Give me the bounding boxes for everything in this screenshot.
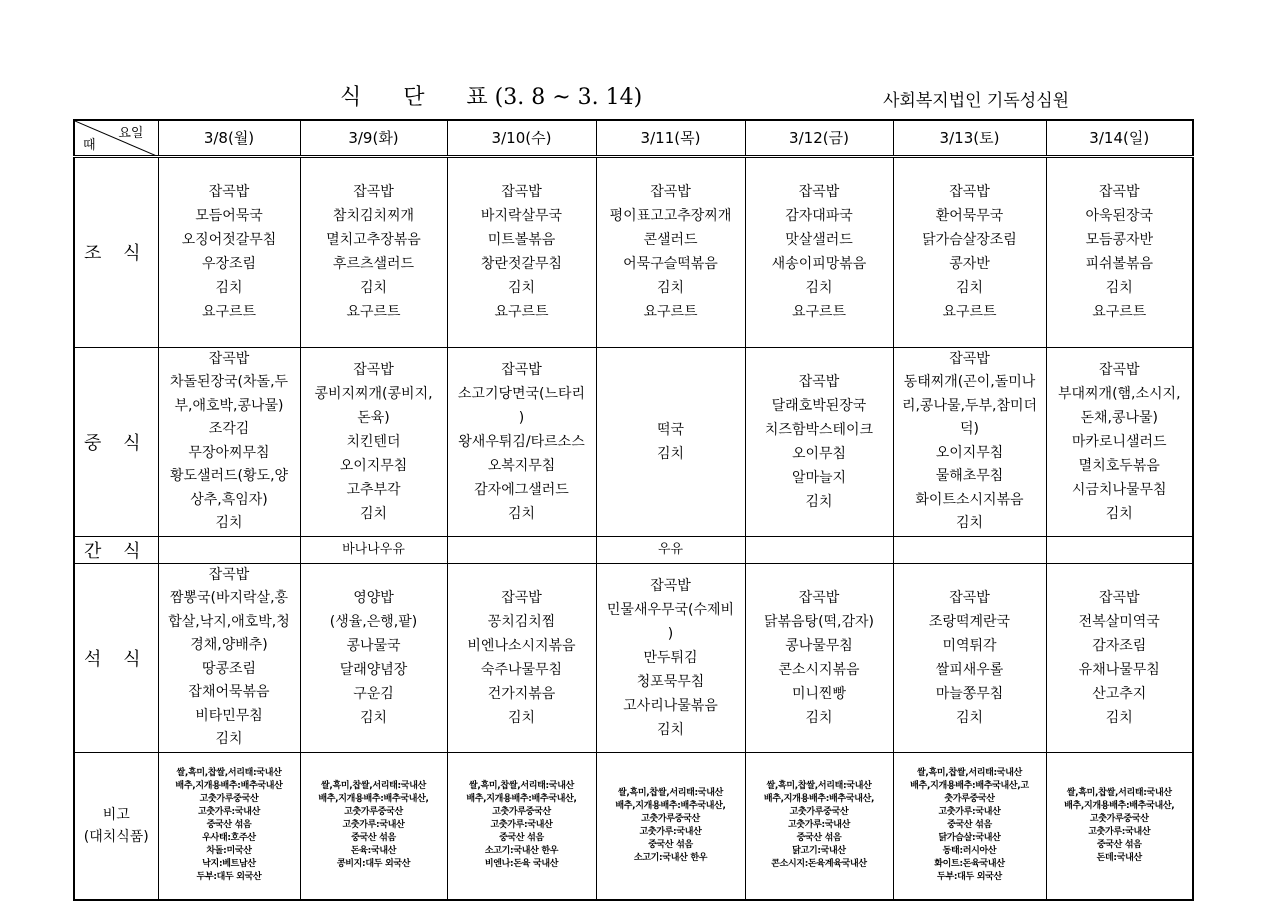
snack-cell	[893, 536, 1046, 563]
lunch-cell	[447, 347, 596, 536]
header-row	[74, 120, 1193, 156]
menu-item: 요구르트	[942, 304, 997, 320]
menu-item: 잡곡밥	[798, 184, 840, 200]
menu-item: 영양밥	[353, 589, 394, 606]
origin-note-line: 쌀,흑미,찹쌀,서리태:국내산	[469, 781, 574, 792]
menu-item: 맛살샐러드	[785, 232, 853, 248]
menu-item: 잡곡밥	[949, 350, 990, 367]
menu-item: 부,애호박,콩나물)	[174, 397, 284, 414]
menu-item: 잡채어묵볶음	[188, 684, 270, 700]
notes-label-line: (대치식품)	[83, 828, 149, 845]
menu-item: 잡곡밥	[208, 566, 250, 583]
menu-item: 부대찌개(햄,소시지,	[1057, 385, 1181, 402]
menu-item: 마늘쫑무침	[935, 685, 1004, 702]
breakfast-cell	[447, 156, 596, 347]
dinner-cell	[893, 563, 1046, 752]
menu-item: 경채,양배추)	[190, 637, 268, 653]
menu-item: 떡국	[656, 421, 685, 438]
origin-note-cell	[596, 752, 745, 900]
origin-note-line: 고춧가루:국내산	[639, 826, 702, 837]
origin-note-cell	[447, 752, 596, 900]
menu-item: 비엔나소시지볶음	[467, 637, 576, 654]
dinner-cell	[158, 563, 300, 752]
origin-note-line: 돈육:국내산	[350, 846, 397, 857]
menu-item: 김치	[805, 709, 833, 726]
menu-item: 콩나물무침	[785, 637, 853, 654]
origin-note-line: 쌀,흑미,찹쌀,서리태:국내산	[618, 787, 723, 798]
origin-note-line: 쌀,흑미,찹쌀,서리태:국내산	[321, 781, 426, 792]
menu-item: 잡곡밥	[949, 589, 990, 606]
origin-note-cell	[300, 752, 447, 900]
corner-cell	[74, 120, 158, 156]
origin-note-line: 고춧가루중국산	[492, 807, 551, 818]
menu-item: 땅콩조림	[201, 660, 257, 677]
menu-item: 전복살미역국	[1078, 613, 1160, 630]
menu-item: 잡곡밥	[949, 184, 990, 200]
menu-item: 차돌된장국(차돌,두	[169, 374, 289, 390]
dinner-cell	[447, 563, 596, 752]
menu-item: 잡곡밥	[501, 589, 542, 606]
origin-note-line: 중국산 섞음	[499, 833, 544, 844]
menu-item: 요구르트	[643, 304, 698, 320]
menu-item: 시금치나물무침	[1071, 481, 1167, 498]
origin-note-line: 동태:러시아산	[942, 846, 997, 857]
dinner-cell	[300, 563, 447, 752]
menu-item: 김치	[507, 709, 536, 726]
menu-item: 잡곡밥	[650, 184, 691, 200]
menu-item: 덕)	[960, 421, 979, 437]
origin-note-line: 배추,지개용배추:배추국내산,고	[910, 781, 1029, 792]
breakfast-label: 조 식	[74, 156, 158, 347]
origin-note-line: 고춧가루:국내산	[490, 820, 553, 831]
menu-item: 김치	[656, 280, 685, 296]
menu-item: 돈육)	[357, 409, 390, 426]
origin-note-line: 고춧가루중국산	[789, 807, 849, 818]
menu-item: 김치	[805, 493, 833, 510]
menu-item: 오복지무침	[487, 457, 556, 474]
corner-day-label: 요일	[118, 126, 144, 141]
menu-item: 달래양념장	[339, 661, 408, 678]
snack-cell	[447, 536, 596, 563]
origin-note-line: 고춧가루중국산	[641, 813, 700, 824]
origin-note-line: 배추,지개용배추:배추국내산,	[466, 794, 577, 805]
organization-name: 사회복지법인 기독성심원	[883, 91, 1070, 111]
menu-item: 비타민무침	[195, 707, 263, 724]
menu-item: 조랑떡계란국	[928, 613, 1011, 630]
corner-meal-label: 때	[83, 137, 96, 153]
origin-note-line: 소고기:국내산 한우	[633, 852, 708, 863]
notes-label-line: 비고	[102, 806, 130, 823]
menu-item: 상추,흑임자)	[190, 491, 268, 508]
origin-note-cell	[745, 752, 893, 900]
menu-item: 우장조림	[201, 256, 257, 272]
origin-note-line: 배추,지개용배추:배추국내산,	[1064, 800, 1175, 811]
menu-item: 김치	[507, 505, 536, 522]
menu-item: 닭볶음탕(떡,감자)	[763, 613, 875, 630]
snack-row	[74, 536, 1193, 563]
menu-item: 김치	[359, 280, 388, 296]
origin-note-line: 고춧가루:국내산	[197, 807, 261, 818]
menu-item: 잡곡밥	[208, 350, 250, 367]
breakfast-cell	[158, 156, 300, 347]
origin-note-line: 중국산 섞음	[947, 820, 992, 831]
menu-item: 김치	[215, 731, 243, 747]
origin-note-line: 우사태:호주산	[202, 833, 256, 844]
menu-item: 잡곡밥	[208, 184, 250, 200]
origin-note-line: 고춧가루중국산	[199, 794, 259, 805]
menu-item: 김치	[805, 280, 833, 296]
menu-item: 미트볼볶음	[487, 232, 556, 248]
menu-item: 잡곡밥	[650, 577, 691, 594]
lunch-row	[74, 347, 1193, 536]
menu-item: 미역튀각	[942, 637, 997, 654]
snack-cell: 우유	[596, 536, 745, 563]
origin-note-line: 소고기:국내산 한우	[484, 846, 559, 857]
origin-note-cell	[893, 752, 1046, 900]
menu-item: (생율,은행,팥)	[329, 613, 418, 630]
lunch-label: 중 식	[74, 347, 158, 536]
menu-item: 잡곡밥	[1098, 361, 1140, 378]
origin-note-line: 고춧가루:국내산	[1088, 826, 1151, 837]
day-header: 3/14(일)	[1046, 120, 1193, 156]
dinner-cell	[1046, 563, 1193, 752]
origin-note-line: 콘소시지:돈육계육국내산	[771, 859, 867, 870]
menu-item: 김치	[215, 515, 243, 531]
menu-item: 마카로니샐러드	[1071, 433, 1167, 450]
menu-item: 청포묵무침	[636, 673, 705, 690]
menu-item: 고사리나물볶음	[623, 697, 718, 714]
origin-note-line: 콩비지:대두 외국산	[336, 859, 411, 870]
menu-item: 감자대파국	[785, 208, 853, 224]
menu-item: 산고추지	[1092, 685, 1147, 702]
menu-item: 물해초무침	[935, 468, 1004, 484]
day-header: 3/10(수)	[447, 120, 596, 156]
menu-item: 김치	[1105, 709, 1133, 726]
menu-item: 참치김치찌개	[332, 208, 415, 224]
origin-note-line: 쌀,흑미,찹쌀,서리태:국내산	[917, 768, 1022, 779]
menu-item: 잡곡밥	[798, 589, 840, 606]
menu-item: 만두튀김	[643, 649, 698, 666]
lunch-cell	[893, 347, 1046, 536]
menu-item: 민물새우무국(수제비	[606, 601, 735, 618]
menu-item: 김치	[955, 709, 984, 726]
lunch-cell	[596, 347, 745, 536]
menu-item: 후르츠샐러드	[332, 256, 415, 272]
origin-note-line: 중국산 섞음	[648, 839, 693, 850]
menu-item: 김치	[955, 515, 984, 531]
menu-item: 조각김	[208, 421, 250, 437]
menu-item: )	[667, 625, 674, 642]
day-header: 3/11(목)	[596, 120, 745, 156]
menu-item: 잡곡밥	[1098, 184, 1140, 200]
menu-item: 요구르트	[201, 304, 257, 320]
menu-item: 김치	[1105, 280, 1133, 296]
menu-item: 잡곡밥	[1098, 589, 1140, 606]
dinner-label: 석 식	[74, 563, 158, 752]
menu-item: 피쉬볼볶음	[1085, 256, 1154, 272]
menu-item: 왕새우튀김/타르소스	[458, 433, 585, 450]
menu-item: 건가지볶음	[487, 685, 556, 702]
origin-note-line: 중국산 섞음	[796, 833, 842, 844]
menu-item: 김치	[359, 505, 388, 522]
origin-note-line: 쌀,흑미,찹쌀,서리태:국내산	[1066, 787, 1172, 798]
menu-item: 모듬어묵국	[195, 208, 263, 224]
menu-item: 멸치고추장볶음	[326, 232, 421, 248]
snack-cell	[158, 536, 300, 563]
menu-item: 잡곡밥	[501, 361, 542, 378]
menu-item: 창란젓갈무침	[480, 256, 563, 272]
menu-item: 평이표고고추장찌개	[609, 208, 732, 224]
origin-note-cell	[1046, 752, 1193, 900]
menu-item: 오이지무침	[935, 444, 1004, 461]
day-header: 3/12(금)	[745, 120, 893, 156]
page-title: 식 단 표 (3. 8 ~ 3. 14)	[340, 85, 643, 110]
menu-item: 짬뽕국(바지락살,홍	[169, 590, 289, 606]
origin-note-line: 쌀,흑미,찹쌀,서리태:국내산	[766, 781, 872, 792]
origin-note-line: 두부:대두 외국산	[937, 872, 1002, 883]
origin-note-line: 비엔나:돈육 국내산	[484, 859, 559, 870]
menu-item: 콩자반	[949, 256, 990, 272]
menu-item: 환어묵무국	[935, 208, 1004, 224]
menu-item: 김치	[656, 721, 685, 738]
day-header: 3/13(토)	[893, 120, 1046, 156]
lunch-cell	[1046, 347, 1193, 536]
origin-note-line: 중국산 섞음	[206, 820, 252, 831]
menu-item: 어묵구슬떡볶음	[623, 256, 718, 272]
menu-item: 새송이피망볶음	[771, 256, 867, 272]
menu-item: 치킨텐더	[346, 433, 401, 450]
menu-item: 감자조림	[1092, 637, 1147, 654]
origin-note-cell	[158, 752, 300, 900]
origin-note-line: 배추,지개용배추:배추국내산,	[318, 794, 429, 805]
breakfast-cell	[745, 156, 893, 347]
origin-note-line: 차돌:미국산	[206, 846, 252, 857]
snack-cell	[1046, 536, 1193, 563]
origin-note-line: 고춧가루중국산	[1089, 813, 1149, 824]
menu-item: 콘샐러드	[643, 232, 698, 248]
day-header: 3/8(월)	[158, 120, 300, 156]
menu-item: 무장아찌무침	[188, 444, 270, 461]
menu-item: 닭가슴살장조림	[922, 232, 1017, 248]
menu-item: 감자에그샐러드	[474, 481, 569, 498]
menu-item: 아욱된장국	[1085, 208, 1154, 224]
menu-item: 달래호박된장국	[771, 397, 867, 414]
notes-row	[74, 752, 1193, 900]
menu-item: 콩나물국	[346, 637, 401, 654]
menu-item: 김치	[507, 280, 536, 296]
menu-item: 콩비지찌개(콩비지,	[314, 385, 433, 402]
menu-item: 치즈함박스테이크	[764, 421, 874, 438]
snack-cell	[745, 536, 893, 563]
origin-note-line: 낙지:베트남산	[202, 859, 256, 870]
menu-item: 알마늘지	[791, 469, 847, 486]
origin-note-line: 닭가슴살:국내산	[938, 833, 1001, 844]
menu-item: 오이무침	[791, 445, 847, 462]
breakfast-cell	[300, 156, 447, 347]
menu-item: 잡곡밥	[798, 373, 840, 390]
menu-item: )	[518, 409, 525, 426]
menu-item: 리,콩나물,두부,참미더	[901, 397, 1038, 414]
origin-note-line: 배추,지개용배추:배추국내산	[175, 781, 283, 792]
menu-item: 요구르트	[346, 304, 401, 320]
snack-cell: 바나나우유	[300, 536, 447, 563]
menu-item: 유채나물무침	[1078, 661, 1160, 678]
menu-item: 요구르트	[791, 304, 847, 320]
lunch-cell	[158, 347, 300, 536]
menu-table	[73, 119, 1194, 901]
origin-note-line: 닭고기:국내산	[792, 846, 846, 857]
lunch-cell	[300, 347, 447, 536]
menu-item: 잡곡밥	[353, 184, 394, 200]
menu-item: 요구르트	[494, 304, 549, 320]
menu-item: 돈채,콩나물)	[1080, 409, 1159, 426]
menu-item: 멸치호두볶음	[1078, 457, 1160, 474]
origin-note-line: 고춧가루:국내산	[342, 820, 405, 831]
day-header: 3/9(화)	[300, 120, 447, 156]
menu-item: 꽁치김치찜	[487, 613, 556, 630]
menu-item: 잡곡밥	[501, 184, 542, 200]
menu-item: 김치	[359, 709, 388, 726]
origin-note-line: 배추,지개용배추:배추국내산,	[763, 794, 875, 805]
breakfast-cell	[596, 156, 745, 347]
menu-item: 쌀피새우롤	[935, 661, 1004, 678]
menu-item: 김치	[215, 280, 243, 296]
origin-note-line: 춧가루중국산	[944, 794, 995, 805]
menu-item: 콘소시지볶음	[778, 661, 860, 678]
snack-label: 간 식	[74, 536, 158, 563]
menu-item: 김치	[955, 280, 984, 296]
menu-item: 요구르트	[1092, 304, 1147, 320]
menu-item: 미니찐빵	[791, 685, 847, 702]
menu-item: 잡곡밥	[353, 361, 394, 378]
notes-label	[74, 752, 158, 900]
origin-note-line: 두부:대두 외국산	[196, 872, 262, 883]
origin-note-line: 고춧가루:국내산	[938, 807, 1001, 818]
origin-note-line: 돈데:국내산	[1096, 852, 1142, 863]
menu-item: 오징어젓갈무침	[181, 232, 277, 248]
menu-item: 모듬콩자반	[1085, 232, 1154, 248]
origin-note-line: 중국산 섞음	[1096, 839, 1142, 850]
menu-item: 구운김	[353, 685, 394, 702]
menu-item: 오이지무침	[339, 457, 408, 474]
menu-item: 고추부각	[346, 481, 401, 498]
origin-note-line: 고춧가루:국내산	[787, 820, 851, 831]
dinner-cell	[745, 563, 893, 752]
breakfast-cell	[893, 156, 1046, 347]
origin-note-line: 중국산 섞음	[351, 833, 396, 844]
menu-item: 숙주나물무침	[480, 661, 563, 678]
menu-item: 동태찌개(곤이,돌미나	[903, 374, 1036, 390]
menu-item: 화이트소시지볶음	[915, 491, 1024, 508]
menu-item: 합살,낙지,애호박,청	[168, 613, 290, 630]
menu-item: 김치	[656, 445, 685, 462]
origin-note-line: 배추,지개용배추:배추국내산,	[615, 800, 726, 811]
menu-item: 김치	[1105, 505, 1133, 522]
dinner-cell	[596, 563, 745, 752]
origin-note-line: 쌀,흑미,찹쌀,서리태:국내산	[176, 768, 282, 779]
origin-note-line: 고춧가루중국산	[344, 807, 403, 818]
menu-item: 바지락살무국	[480, 208, 563, 224]
menu-item: 소고기당면국(느타리	[457, 385, 586, 402]
lunch-cell	[745, 347, 893, 536]
menu-item: 황도샐러드(황도,양	[169, 468, 289, 484]
breakfast-cell	[1046, 156, 1193, 347]
dinner-row	[74, 563, 1193, 752]
origin-note-line: 화이트:돈육국내산	[934, 859, 1005, 870]
breakfast-row	[74, 156, 1193, 347]
